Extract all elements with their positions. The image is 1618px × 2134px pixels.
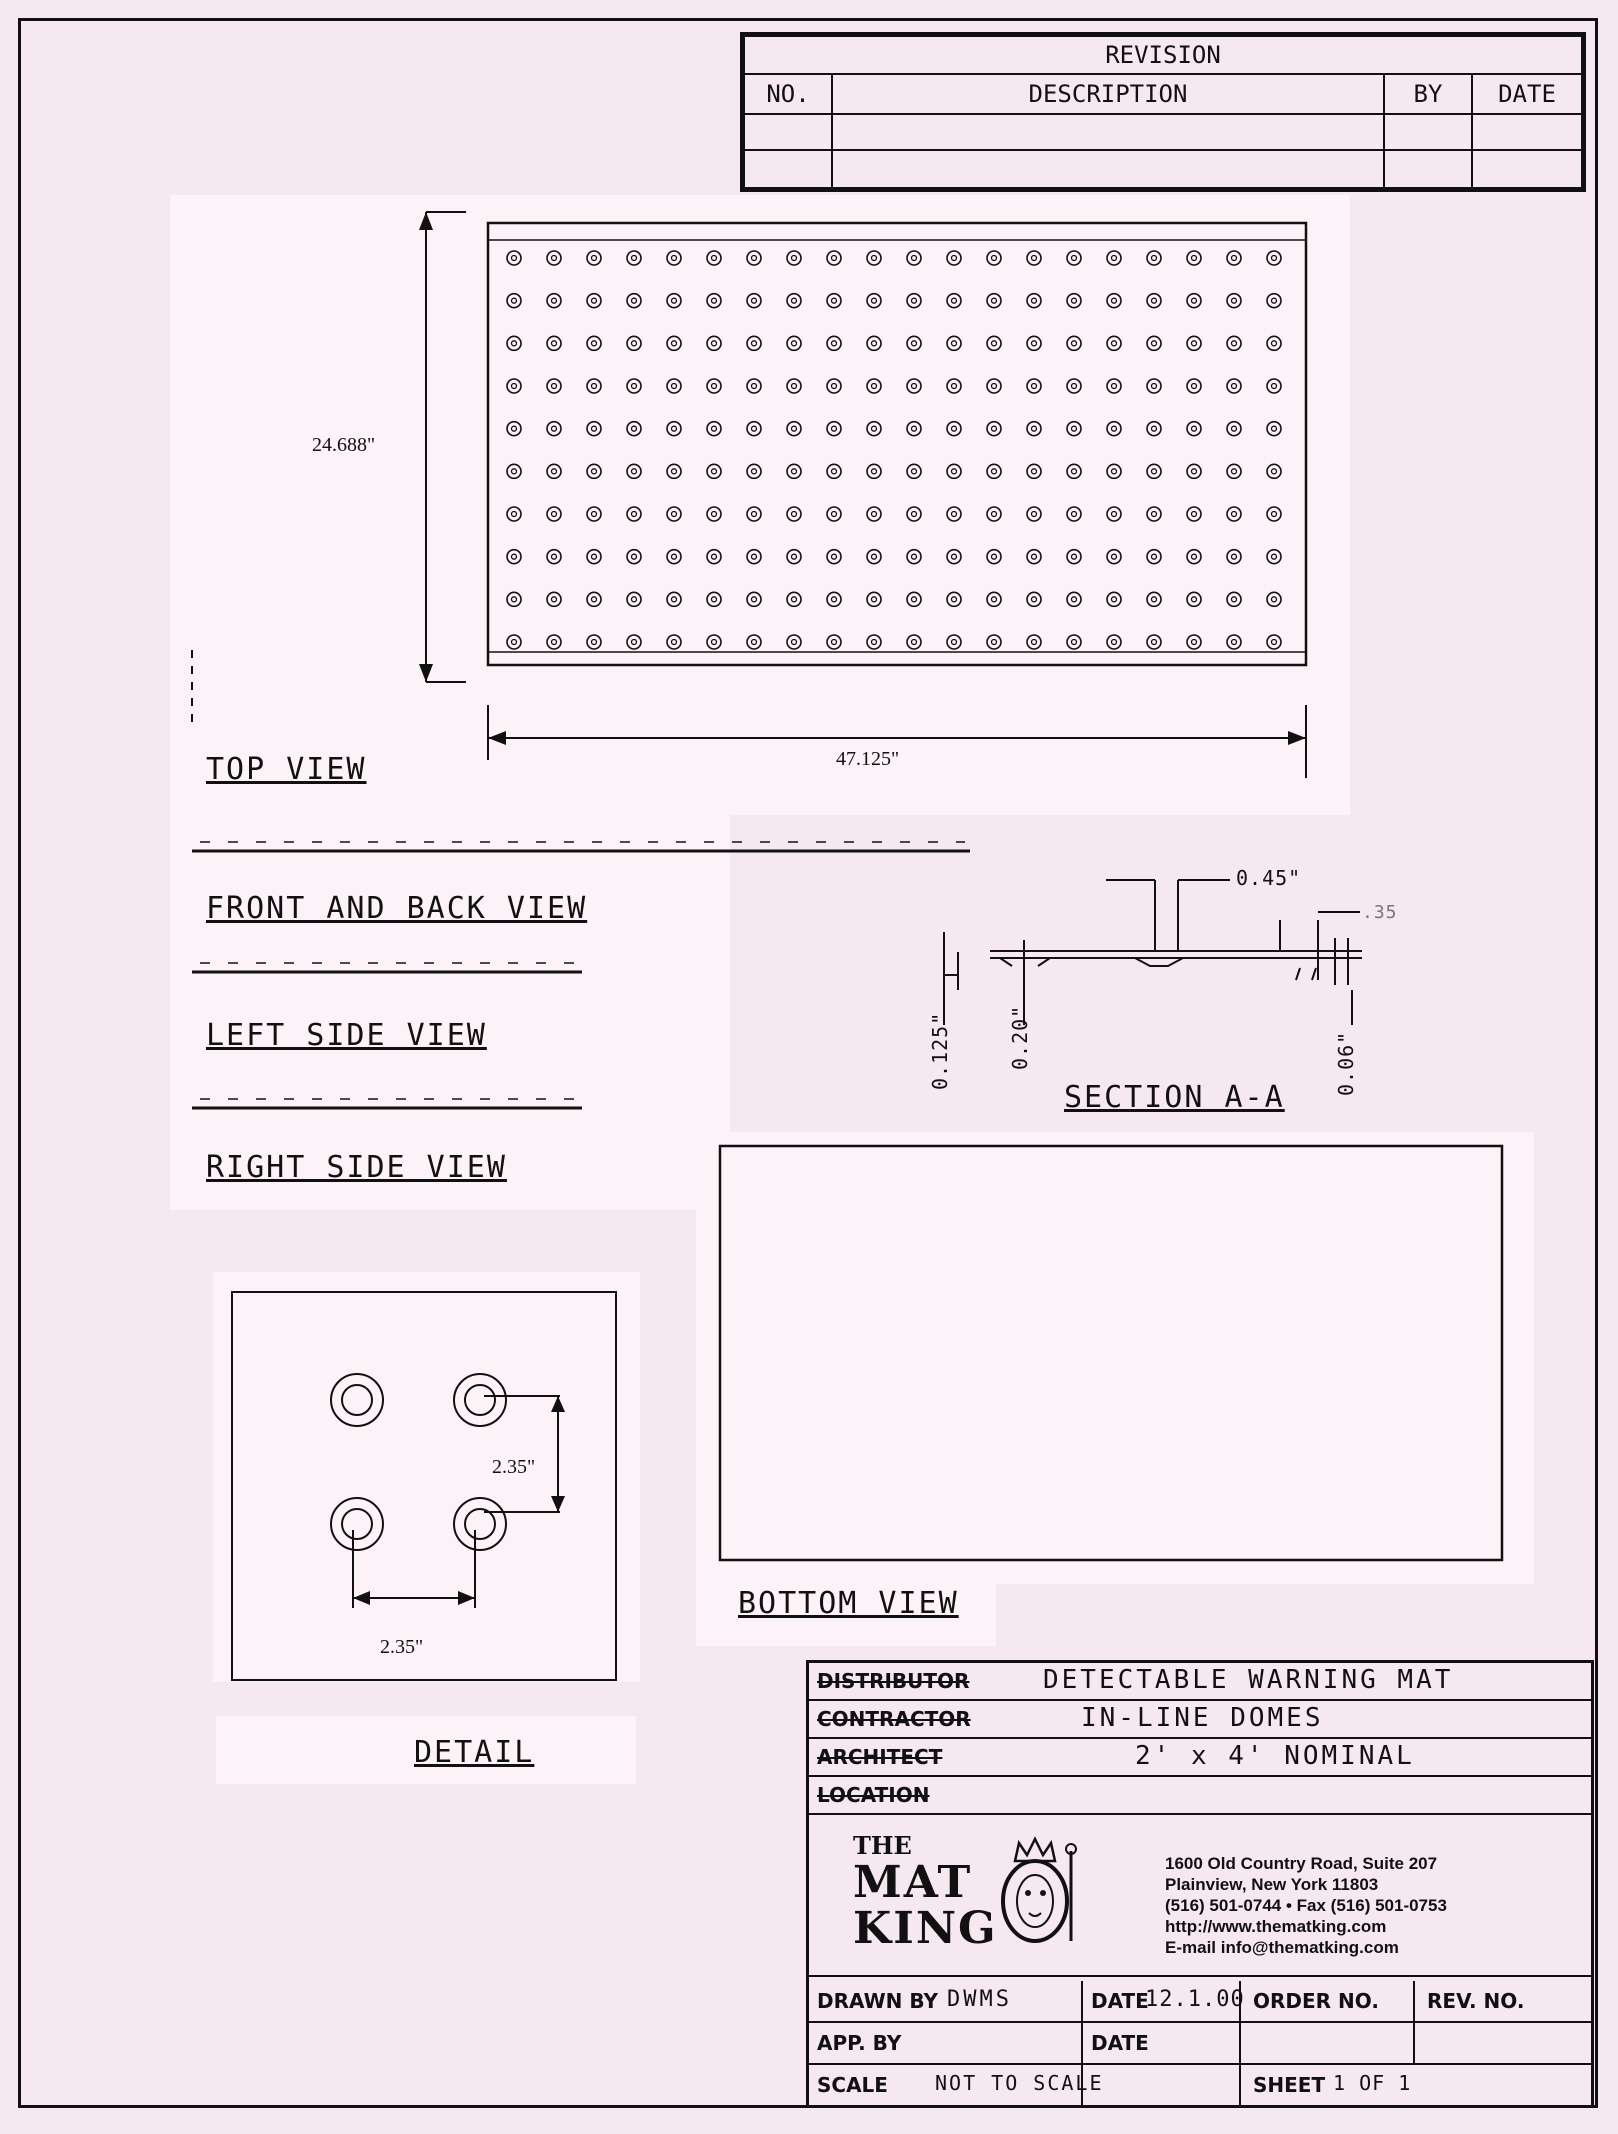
dome (1227, 635, 1241, 649)
dome (827, 336, 841, 350)
dome (547, 251, 561, 265)
dome (707, 464, 721, 478)
dome (1067, 592, 1081, 606)
dome (1227, 507, 1241, 521)
dome (1267, 507, 1281, 521)
dome (907, 336, 921, 350)
dome (827, 635, 841, 649)
dome (947, 550, 961, 564)
detail-horizontal-dim: 2.35" (380, 1636, 424, 1658)
dome (507, 635, 521, 649)
dome (1227, 592, 1241, 606)
revision-col-description: DESCRIPTION (832, 74, 1384, 114)
dome (947, 294, 961, 308)
dome (1147, 336, 1161, 350)
dome (1107, 464, 1121, 478)
sheet-key: SHEET (1253, 2073, 1326, 2097)
dome (1107, 635, 1121, 649)
section-dim-0125: 0.125" (928, 1011, 952, 1090)
dome (867, 550, 881, 564)
date-key: DATE (1091, 1989, 1149, 2013)
dome (1107, 379, 1121, 393)
dome (787, 251, 801, 265)
dome (1267, 379, 1281, 393)
dome (1147, 251, 1161, 265)
dome (507, 294, 521, 308)
dome (907, 379, 921, 393)
dome (707, 592, 721, 606)
front-back-view-label: FRONT AND BACK VIEW (206, 891, 588, 926)
dome (867, 635, 881, 649)
logo-king: KING (853, 1903, 998, 1954)
rev-no-key: REV. NO. (1427, 1989, 1525, 2013)
dome (667, 294, 681, 308)
dome (1107, 507, 1121, 521)
dome (1267, 422, 1281, 436)
company-address (1165, 1853, 1447, 1958)
revision-col-date: DATE (1472, 74, 1582, 114)
location-key: LOCATION (817, 1783, 930, 1807)
scale-key: SCALE (817, 2073, 888, 2097)
contractor-value: IN-LINE DOMES (1081, 1703, 1324, 1733)
dome (1227, 294, 1241, 308)
dome (1227, 251, 1241, 265)
dome (587, 336, 601, 350)
dome (627, 294, 641, 308)
dome (1147, 507, 1161, 521)
distributor-value: DETECTABLE WARNING MAT (1043, 1665, 1454, 1695)
dome (907, 550, 921, 564)
dome (507, 336, 521, 350)
dome (867, 251, 881, 265)
dome (787, 507, 801, 521)
dome (627, 592, 641, 606)
right-side-view-label: RIGHT SIDE VIEW (206, 1150, 507, 1185)
dome (1067, 379, 1081, 393)
dome (987, 379, 1001, 393)
dome (1107, 422, 1121, 436)
dome (747, 379, 761, 393)
architect-key: ARCHITECT (817, 1745, 943, 1769)
revision-col-by: BY (1384, 74, 1472, 114)
dome (707, 422, 721, 436)
dome (1147, 592, 1161, 606)
dome (547, 464, 561, 478)
dome (707, 550, 721, 564)
dome (667, 507, 681, 521)
top-view-label: TOP VIEW (206, 752, 367, 787)
dome (1107, 294, 1121, 308)
dome (1227, 336, 1241, 350)
dome (747, 464, 761, 478)
dome (867, 379, 881, 393)
dome (1227, 422, 1241, 436)
dome (827, 507, 841, 521)
dome (507, 507, 521, 521)
dome (1067, 294, 1081, 308)
dome (1227, 550, 1241, 564)
dome (747, 592, 761, 606)
dome (707, 635, 721, 649)
dome (1187, 550, 1201, 564)
dome (1027, 507, 1041, 521)
dome (1187, 379, 1201, 393)
dome-grid (507, 251, 1281, 649)
dome (1067, 507, 1081, 521)
dome (1147, 422, 1161, 436)
dome (947, 464, 961, 478)
dome (787, 379, 801, 393)
dome (1067, 635, 1081, 649)
order-no-key: ORDER NO. (1253, 1989, 1379, 2013)
dome (707, 336, 721, 350)
dome (827, 294, 841, 308)
section-a-a-label: SECTION A-A (1064, 1080, 1285, 1115)
dome (1227, 464, 1241, 478)
contractor-key: CONTRACTOR (817, 1707, 971, 1731)
dome (667, 635, 681, 649)
dome (987, 592, 1001, 606)
dome (867, 507, 881, 521)
dome (987, 336, 1001, 350)
dome (987, 422, 1001, 436)
date2-key: DATE (1091, 2031, 1149, 2055)
dome (1027, 464, 1041, 478)
width-dimension-label: 47.125" (836, 748, 900, 770)
detail-label: DETAIL (414, 1735, 535, 1770)
dome (587, 550, 601, 564)
dome (1227, 379, 1241, 393)
dome (1107, 336, 1121, 350)
dome (1267, 550, 1281, 564)
dome (507, 464, 521, 478)
dome (987, 550, 1001, 564)
dome (507, 592, 521, 606)
dome (1067, 251, 1081, 265)
detail-vertical-dim: 2.35" (492, 1456, 536, 1478)
dome (987, 507, 1001, 521)
dome (987, 464, 1001, 478)
dome (667, 379, 681, 393)
dome (667, 592, 681, 606)
dome (1187, 336, 1201, 350)
dome (707, 507, 721, 521)
dome (667, 422, 681, 436)
dome (547, 379, 561, 393)
dome (947, 379, 961, 393)
app-by-key: APP. BY (817, 2031, 902, 2055)
dome (547, 336, 561, 350)
dome (1027, 379, 1041, 393)
dome (1067, 422, 1081, 436)
dome (1027, 550, 1041, 564)
dome (587, 592, 601, 606)
dome (1027, 422, 1041, 436)
title-block-grid (809, 1981, 1591, 2105)
dome (667, 251, 681, 265)
dome (507, 550, 521, 564)
dome (547, 294, 561, 308)
dome (867, 592, 881, 606)
dome (667, 336, 681, 350)
dome (627, 507, 641, 521)
dome (667, 550, 681, 564)
dome (987, 251, 1001, 265)
dome (1147, 379, 1161, 393)
dome (627, 379, 641, 393)
dome (747, 422, 761, 436)
dome (1187, 251, 1201, 265)
dome (1267, 294, 1281, 308)
dome (747, 294, 761, 308)
website-link[interactable]: http://www.thematking.com (1165, 1917, 1387, 1936)
date-value: 12.1.00 (1145, 1987, 1245, 2012)
dome (827, 464, 841, 478)
dome (787, 294, 801, 308)
logo-the: THE (853, 1831, 912, 1860)
dome (587, 422, 601, 436)
dome (1187, 635, 1201, 649)
dome (1027, 251, 1041, 265)
dome (587, 507, 601, 521)
section-dim-006: 0.06" (1334, 1030, 1358, 1096)
dome (827, 550, 841, 564)
dome (547, 507, 561, 521)
dome (947, 635, 961, 649)
section-dim-small: .35 (1362, 902, 1398, 923)
dome (1267, 635, 1281, 649)
dome (1107, 251, 1121, 265)
dome (867, 336, 881, 350)
dome (867, 422, 881, 436)
dome (547, 550, 561, 564)
dome (667, 464, 681, 478)
address-line: (516) 501-0744 • Fax (516) 501-0753 (1165, 1896, 1447, 1915)
dome (907, 507, 921, 521)
dome (787, 592, 801, 606)
dome (747, 507, 761, 521)
dome (1147, 550, 1161, 564)
left-side-view-label: LEFT SIDE VIEW (206, 1018, 487, 1053)
dome (1187, 507, 1201, 521)
dome (1027, 635, 1041, 649)
dome (747, 251, 761, 265)
dome (1267, 592, 1281, 606)
dome (947, 251, 961, 265)
dome (507, 422, 521, 436)
logo-mat: MAT (853, 1857, 973, 1908)
dome (627, 464, 641, 478)
dome (547, 422, 561, 436)
drawn-by-value: DWMS (947, 1987, 1012, 2012)
dome (827, 422, 841, 436)
sheet-value: 1 OF 1 (1333, 2071, 1412, 2095)
section-dim-045: 0.45" (1236, 866, 1302, 890)
dome (1267, 336, 1281, 350)
section-a-a-drawing (944, 880, 1362, 1025)
dome (907, 635, 921, 649)
dome (947, 507, 961, 521)
address-line: Plainview, New York 11803 (1165, 1875, 1379, 1894)
dome (627, 635, 641, 649)
dome (587, 635, 601, 649)
dome (1107, 550, 1121, 564)
dome (867, 464, 881, 478)
dome (587, 379, 601, 393)
dome (707, 294, 721, 308)
dome (1187, 592, 1201, 606)
dome (507, 379, 521, 393)
dome (1067, 550, 1081, 564)
dome (787, 336, 801, 350)
dome (587, 251, 601, 265)
dome (747, 550, 761, 564)
revision-title: REVISION (744, 36, 1582, 74)
dome (1147, 464, 1161, 478)
bottom-view-label: BOTTOM VIEW (738, 1586, 959, 1621)
dome (987, 635, 1001, 649)
dome (907, 251, 921, 265)
dome (627, 422, 641, 436)
dome (1067, 464, 1081, 478)
dome (827, 379, 841, 393)
dome (1027, 592, 1041, 606)
dome (747, 336, 761, 350)
dome (907, 422, 921, 436)
dome (707, 379, 721, 393)
height-dimension-label: 24.688" (312, 434, 376, 456)
dome (627, 251, 641, 265)
dome (947, 592, 961, 606)
dome (907, 294, 921, 308)
architect-value: 2' x 4' NOMINAL (1135, 1741, 1415, 1771)
dome (787, 635, 801, 649)
dome (587, 464, 601, 478)
dome (907, 592, 921, 606)
email-link[interactable]: E-mail info@thematking.com (1165, 1938, 1399, 1957)
dome (947, 422, 961, 436)
dome (1067, 336, 1081, 350)
dome (867, 294, 881, 308)
dome (907, 464, 921, 478)
dome (627, 336, 641, 350)
address-line: 1600 Old Country Road, Suite 207 (1165, 1854, 1438, 1873)
lion-king-logo-icon (993, 1831, 1083, 1961)
dome (707, 251, 721, 265)
scale-value: NOT TO SCALE (935, 2071, 1104, 2095)
distributor-key: DISTRIBUTOR (817, 1669, 970, 1693)
dome (627, 550, 641, 564)
dome (587, 294, 601, 308)
dome (1187, 294, 1201, 308)
drawn-by-key: DRAWN BY (817, 1989, 938, 2013)
dome (827, 251, 841, 265)
dome (507, 251, 521, 265)
dome (787, 550, 801, 564)
dome (1147, 635, 1161, 649)
dome (1267, 251, 1281, 265)
revision-col-no: NO. (744, 74, 832, 114)
title-block (806, 1660, 1594, 2108)
dome (1027, 336, 1041, 350)
dome (787, 464, 801, 478)
dome (827, 592, 841, 606)
dome (987, 294, 1001, 308)
dome (747, 635, 761, 649)
dome (1147, 294, 1161, 308)
dome (1187, 464, 1201, 478)
dome (947, 336, 961, 350)
dome (1027, 294, 1041, 308)
dome (1267, 464, 1281, 478)
dome (1107, 592, 1121, 606)
section-dim-020: 0.20" (1008, 1004, 1032, 1070)
dome (547, 592, 561, 606)
mat-top-outline (488, 223, 1306, 665)
dome (1187, 422, 1201, 436)
dome (787, 422, 801, 436)
dome (547, 635, 561, 649)
